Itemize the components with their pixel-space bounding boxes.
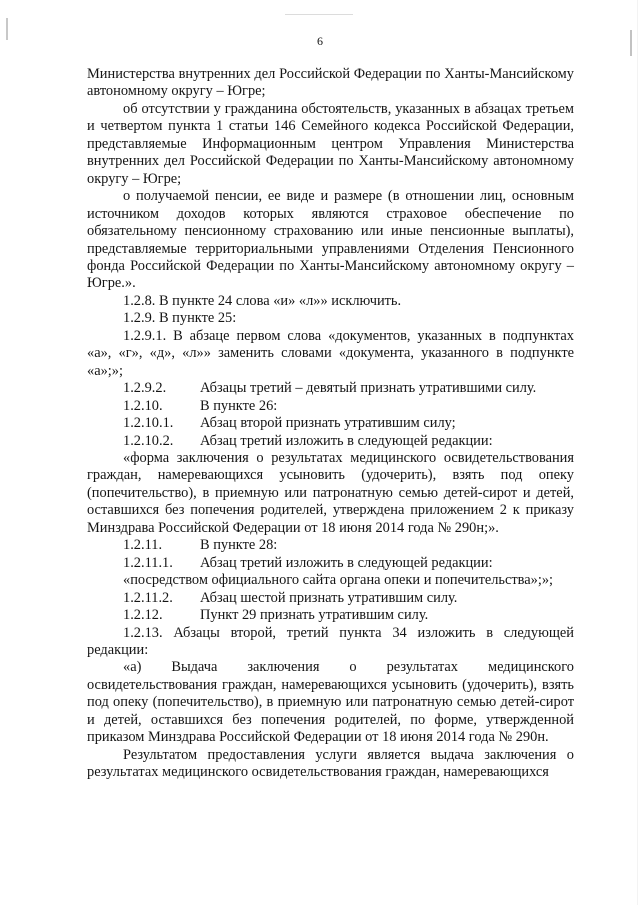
paragraph: 1.2.9.1. В абзаце первом слова «документов, указанных в подпунктах «а», «г», «д», «л»» заменить словами «документа, указанного в подпункте «а»;»;	[87, 327, 574, 379]
item-text: Абзац второй признать утратившим силу;	[200, 415, 456, 432]
item-text: В пункте 28:	[200, 537, 278, 554]
list-item	[87, 433, 574, 450]
page-number: 6	[317, 34, 323, 48]
item-text: Абзац третий изложить в следующей редакции:	[200, 432, 493, 449]
paragraph: 1.2.8. В пункте 24 слова «и» «л»» исключить.	[123, 292, 402, 309]
quoted-paragraph: «форма заключения о результатах медицинского освидетельствования граждан, намеревающихся усыновить (удочерить), взять под опеку (попечительство), в приемную или патронатную семью детей-сирот и детей, оставшихся без попечения родителей, утверждена приложением 2 к приказу Минздрава Российской Федерации от 18 июня 2014 года № 290н;».	[87, 449, 574, 536]
item-number: 1.2.11.2.	[123, 589, 173, 606]
quoted-paragraph: «а) Выдача заключения о результатах медицинского освидетельствования граждан, намеревающихся усыновить (удочерить), взять под опеку (попечительство), в приемную или патронатную семью детей-сирот и детей, оставшихся без попечения родителей, по форме, утвержденной приказом Минздрава Российской Федерации от 18 июня 2014 года № 290н.	[87, 659, 574, 746]
list-item	[87, 590, 574, 607]
item-text: Абзац третий изложить в следующей редакции:	[200, 554, 493, 571]
paragraph: 1.2.9. В пункте 25:	[123, 310, 237, 327]
list-item	[87, 555, 574, 572]
scan-artifact-top	[285, 14, 353, 15]
list-item	[87, 380, 574, 397]
item-number: 1.2.10.2.	[123, 432, 174, 449]
paragraph: о получаемой пенсии, ее виде и размере (в отношении лиц, основным источником доходов которых являются страховое обеспечение по обязательному пенсионному страхованию или иные пенсионные выплаты), представляемые территориальными управлениями Отделения Пенсионного фонда Российской Федерации по Ханты-Мансийскому автономному округу – Югре.».	[87, 188, 574, 292]
item-number: 1.2.11.1.	[123, 554, 173, 571]
item-number: 1.2.11.	[123, 537, 163, 554]
item-number: 1.2.10.	[123, 397, 163, 414]
item-number: 1.2.10.1.	[123, 415, 174, 432]
paragraph: 1.2.13. Абзацы второй, третий пункта 34 изложить в следующей редакции:	[87, 624, 574, 658]
paragraph: Результатом предоставления услуги является выдача заключения о результатах медицинского освидетельствования граждан, намеревающихся	[87, 746, 574, 781]
item-text: Абзац шестой признать утратившим силу.	[200, 589, 458, 606]
item-number: 1.2.12.	[123, 607, 163, 624]
list-item	[87, 415, 574, 432]
item-text: Пункт 29 признать утратившим силу.	[200, 607, 429, 624]
paragraph: об отсутствии у гражданина обстоятельств, указанных в абзацах третьем и четвертом пункта 1 статьи 146 Семейного кодекса Российской Федерации, представляемые Информационным центром Управления Министерства внутренних дел Российской Федерации по Ханты-Мансийскому автономному округу – Югре;	[87, 100, 574, 187]
document-body	[87, 66, 574, 782]
scan-artifact-edge	[637, 0, 638, 905]
quoted-paragraph: «посредством официального сайта органа опеки и попечительства»;»;	[123, 572, 554, 589]
list-item	[87, 607, 574, 624]
item-text: В пункте 26:	[200, 397, 278, 414]
list-item	[87, 398, 574, 415]
paragraph: Министерства внутренних дел Российской Федерации по Ханты-Мансийскому автономному округу – Югре;	[87, 66, 574, 100]
item-text: Абзацы третий – девятый признать утратившими силу.	[200, 380, 537, 397]
item-number: 1.2.9.2.	[123, 380, 167, 397]
list-item	[87, 537, 574, 554]
